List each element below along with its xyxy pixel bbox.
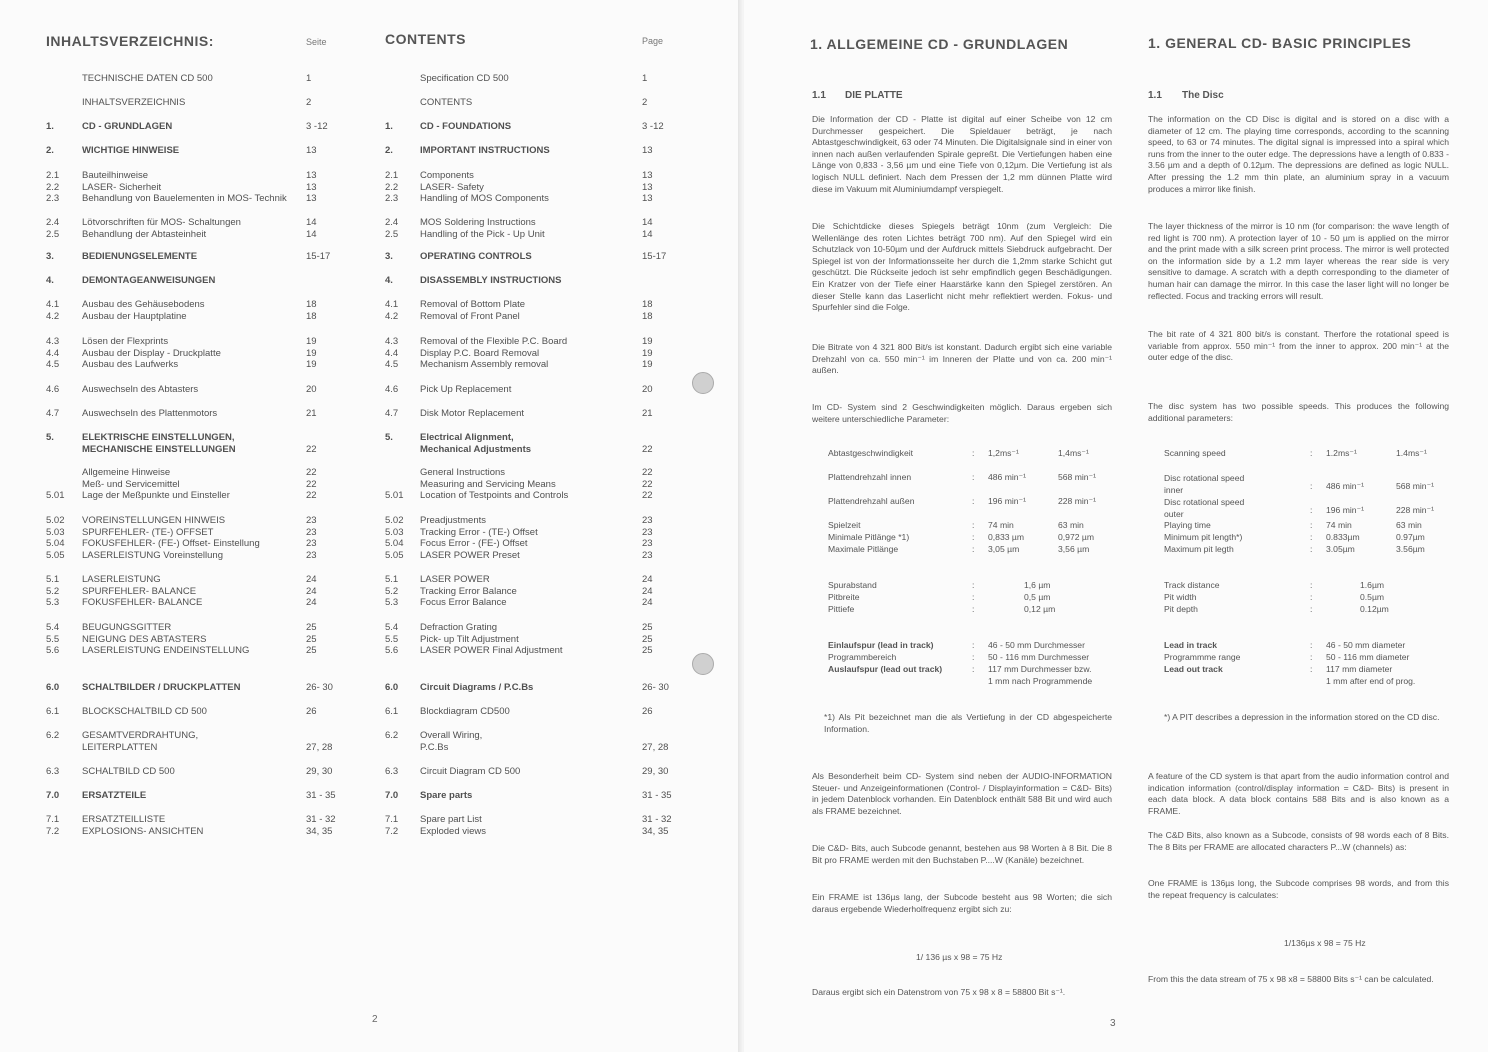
paragraph-en-3: The bit rate of 4 321 800 bit/s is constant. Therfore the rotational speed is variable from approx. 550 min⁻¹ from the inner to approx. 200 min⁻¹ at the outer edge of the disc.	[1148, 329, 1449, 363]
toc-cell-ep: 15-17	[642, 251, 667, 262]
table-cell: 1,2ms⁻¹	[988, 448, 1019, 458]
toc-cell-ep: 23 23 23 23	[642, 515, 653, 561]
toc-cell-de: CD - GRUNDLAGEN	[82, 121, 173, 132]
table-cell: :	[972, 520, 975, 530]
paragraph-en-8: From this the data stream of 75 x 98 x8 = 58800 Bits s⁻¹ can be calculated.	[1148, 974, 1434, 984]
toc-cell-en: LASER POWER Tracking Error Balance Focus Error Balance	[420, 574, 517, 608]
toc-cell-n2: 2.4 2.5	[385, 217, 399, 240]
toc-cell-de: INHALTSVERZEICHNIS	[82, 97, 186, 108]
table-cell: Minimale Pitlänge *1)	[828, 532, 910, 542]
toc-cell-n2: 2.1 2.2 2.3	[385, 170, 399, 204]
toc-cell-dp: 31 - 32 34, 35	[306, 814, 336, 837]
toc-cell-n: 2.1 2.2 2.3	[46, 170, 60, 204]
right-page	[744, 0, 1488, 1052]
toc-cell-dp: 13	[306, 145, 317, 156]
toc-cell-de: VOREINSTELLUNGEN HINWEIS SPURFEHLER- (TE-) OFFSET FOKUSFEHLER- (FE-) Offset- Einstellung LASERLEISTUNG Voreinstellung	[82, 515, 260, 561]
toc-cell-dp: 25 25 25	[306, 622, 317, 656]
toc-cell-ep: 31 - 32 34, 35	[642, 814, 672, 837]
toc-cell-en: Disk Motor Replacement	[420, 408, 525, 419]
toc-cell-de: LASERLEISTUNG SPURFEHLER- BALANCE FOKUSFEHLER- BALANCE	[82, 574, 203, 608]
toc-cell-ep: 13 13 13	[642, 170, 653, 204]
toc-cell-ep: 26	[642, 706, 653, 717]
table-cell: :	[972, 664, 975, 674]
table-cell: Spurabstand	[828, 580, 877, 590]
table-cell: 117 mm diameter	[1326, 664, 1393, 674]
toc-cell-n: 4.7	[46, 408, 60, 419]
toc-cell-ep: 24 24 24	[642, 574, 653, 608]
section-number-de: 1.1	[812, 90, 826, 101]
toc-cell-n2: 4.7	[385, 408, 399, 419]
table-cell: Spielzeit	[828, 520, 861, 530]
table-cell: :	[972, 580, 975, 590]
toc-cell-dp: 18 18	[306, 299, 317, 322]
toc-cell-n2: 5.02 5.03 5.04 5.05	[385, 515, 404, 561]
toc-cell-dp: 20	[306, 384, 317, 395]
table-cell: 1,4ms⁻¹	[1058, 448, 1089, 458]
table-cell: Lead in track	[1164, 640, 1218, 650]
toc-cell-de: SCHALTBILDER / DRUCKPLATTEN	[82, 682, 241, 693]
toc-cell-en: Spare part List Exploded views	[420, 814, 487, 837]
table-cell: 228 min⁻¹	[1058, 496, 1096, 506]
toc-page-label: Page	[642, 36, 664, 46]
toc-cell-ep: 21	[642, 408, 653, 419]
toc-cell-de: Lötvorschriften für MOS- Schaltungen Behandlung der Abtasteinheit	[82, 217, 241, 240]
toc-cell-dp: 22 22 22	[306, 467, 317, 501]
table-cell: :	[1310, 604, 1313, 614]
table-cell: 117 mm Durchmesser bzw.	[988, 664, 1092, 674]
toc-cell-en: CONTENTS	[420, 97, 473, 108]
table-cell: Scanning speed	[1164, 448, 1226, 458]
toc-cell-dp: 31 - 35	[306, 790, 336, 801]
table-cell: 74 min	[988, 520, 1014, 530]
table-cell: Disc rotational speed inner	[1164, 473, 1245, 495]
table-cell: Disc rotational speed outer	[1164, 497, 1245, 519]
toc-cell-de: Bauteilhinweise LASER- Sicherheit Behandlung von Bauelementen in MOS- Technik	[82, 170, 287, 204]
table-cell: Maximale Pitlänge	[828, 544, 899, 554]
toc-cell-n2: 1.	[385, 121, 393, 132]
toc-cell-n: 2.	[46, 145, 54, 156]
table-cell: :	[1310, 448, 1313, 458]
toc-cell-dp: 26- 30	[306, 682, 333, 693]
toc-cell-n: 3.	[46, 251, 54, 262]
table-cell: 0.833µm	[1326, 532, 1360, 542]
toc-cell-de: ERSATZTEILLISTE EXPLOSIONS- ANSICHTEN	[82, 814, 204, 837]
toc-cell-ep: 31 - 35	[642, 790, 672, 801]
table-cell: 196 min⁻¹	[1326, 505, 1364, 515]
table-cell: 486 min⁻¹	[988, 472, 1026, 482]
table-cell: :	[972, 652, 975, 662]
toc-cell-dp: 2	[306, 97, 312, 108]
toc-cell-ep: 3 -12	[642, 121, 664, 132]
toc-cell-ep: 1	[642, 73, 648, 84]
toc-cell-ep: 13	[642, 145, 653, 156]
table-cell: Auslaufspur (lead out track)	[828, 664, 943, 674]
table-cell: :	[1310, 640, 1313, 650]
table-cell: 3.05µm	[1326, 544, 1355, 554]
toc-cell-en: MOS Soldering Instructions Handling of the Pick - Up Unit	[420, 217, 545, 240]
toc-title-en: CONTENTS	[385, 31, 466, 47]
table-cell: 568 min⁻¹	[1058, 472, 1096, 482]
toc-cell-n: 4.3 4.4 4.5	[46, 336, 60, 370]
toc-cell-n: 7.0	[46, 790, 60, 801]
toc-cell-n2: 4.	[385, 275, 393, 286]
toc-cell-en: Removal of the Flexible P.C. Board Display P.C. Board Removal Mechanism Assembly removal	[420, 336, 568, 370]
footnote-en: *) A PIT describes a depression in the information stored on the CD disc.	[1164, 712, 1440, 722]
formula-en: 1/136µs x 98 = 75 Hz	[1284, 938, 1366, 948]
table-cell: :	[972, 532, 975, 542]
table-cell: :	[972, 604, 975, 614]
table-cell: Playing time	[1164, 520, 1211, 530]
toc-cell-n: 5.	[46, 432, 54, 443]
toc-cell-de: BEUGUNGSGITTER NEIGUNG DES ABTASTERS LASERLEISTUNG ENDEINSTELLUNG	[82, 622, 250, 656]
table-cell: Plattendrehzahl innen	[828, 472, 912, 482]
table-cell: 486 min⁻¹	[1326, 481, 1364, 491]
table-cell: Pit depth	[1164, 604, 1198, 614]
toc-cell-de: Auswechseln des Abtasters	[82, 384, 199, 395]
table-cell: :	[1310, 505, 1313, 515]
table-cell: Maximum pit legth	[1164, 544, 1234, 554]
toc-cell-de: BEDIENUNGSELEMENTE	[82, 251, 198, 262]
toc-cell-ep: 22	[642, 443, 653, 455]
toc-cell-en: Defraction Grating Pick- up Tilt Adjustment LASER POWER Final Adjustment	[420, 622, 563, 656]
toc-title-de: INHALTSVERZEICHNIS:	[46, 33, 214, 49]
toc-cell-n2: 6.1	[385, 706, 399, 717]
toc-cell-n: 4.6	[46, 384, 60, 395]
table-cell: 46 - 50 mm diameter	[1326, 640, 1406, 650]
toc-cell-ep: 29, 30	[642, 766, 669, 777]
toc-cell-dp: 27, 28	[306, 741, 333, 753]
table-cell: Programmme range	[1164, 652, 1241, 662]
table-cell: 50 - 116 mm diameter	[1326, 652, 1410, 662]
page-number-left: 2	[372, 1014, 378, 1025]
toc-cell-ep: 27, 28	[642, 741, 669, 753]
toc-cell-en: Spare parts	[420, 790, 473, 801]
chapter-title-en: 1. GENERAL CD- BASIC PRINCIPLES	[1148, 35, 1412, 51]
table-cell: :	[972, 472, 975, 482]
toc-cell-ep: 26- 30	[642, 682, 669, 693]
table-cell: 74 min	[1326, 520, 1352, 530]
table-cell: 1.6µm	[1360, 580, 1385, 590]
paragraph-en-2: The layer thickness of the mirror is 10 nm (for comparison: the wave length of red light is 700 nm). A protection layer of 10 - 50 µm is applied on the mirror and the print made with a silk screen print process. The mirror is well protected on the information side by a 1.2 mm layer whereas the rear side is very sensitive to damage. A scratch with a depth corresponding to the diameter of human hair can damage the mirror. In this case the laser light will no longer be reflected. Focus and tracking errors will result.	[1148, 221, 1449, 301]
section-title-de: DIE PLATTE	[845, 90, 903, 101]
table-cell: 0,5 µm	[1024, 592, 1051, 602]
table-cell: 46 - 50 mm Durchmesser	[988, 640, 1085, 650]
table-cell: :	[1310, 580, 1313, 590]
toc-cell-n2: 7.1 7.2	[385, 814, 399, 837]
toc-cell-n2: 2.	[385, 145, 393, 156]
table-cell: :	[1310, 664, 1313, 674]
toc-cell-de: SCHALTBILD CD 500	[82, 766, 175, 777]
table-cell: :	[972, 544, 975, 554]
table-cell: Pitbreite	[828, 592, 860, 602]
toc-cell-n2: 5.01	[385, 490, 404, 501]
paragraph-de-3: Die Bitrate von 4 321 800 Bit/s ist konstant. Dadurch ergibt sich eine variable Drehzahl von ca. 550 min⁻¹ im Inneren der Platte und von ca. 200 min⁻¹ außen.	[812, 342, 1112, 376]
paragraph-en-6: The C&D Bits, also known as a Subcode, consists of 98 words each of 8 Bits. The 8 Bits per FRAME are allocated characters P...W (channels) as:	[1148, 830, 1449, 852]
toc-cell-dp: 26	[306, 706, 317, 717]
toc-cell-de: ERSATZTEILE	[82, 790, 147, 801]
footnote-de: *1) Als Pit bezeichnet man die als Vertiefung in der CD abgespeicherte Information.	[824, 712, 1112, 734]
toc-cell-ep: 22 22 22	[642, 467, 653, 501]
paragraph-de-6: Die C&D- Bits, auch Subcode genannt, bestehen aus 98 Worten à 8 Bit. Die 8 Bit pro FRAME werden mit den Buchstaben P....W (Kanäle) bezeichnet.	[812, 843, 1112, 865]
paragraph-en-1: The information on the CD Disc is digital and is stored on a disc with a diameter of 12 cm. The playing time corresponds, according to the scanning speed, to 63 or 74 minutes. The digital signal is impressed into a spiral which runs from the inner to the outer edge. The depressions have a length of 0.833 - 3.56 µm and a depth of 0.12µm. The depressions are defined as logic NULL. After pressing the 1.2 mm thin plate, an aluminium spray in a vacuum produces a mirror like finish.	[1148, 114, 1449, 194]
toc-cell-n2: 6.3	[385, 766, 399, 777]
table-cell: Einlaufspur (lead in track)	[828, 640, 934, 650]
toc-cell-dp: 22	[306, 443, 317, 455]
table-cell: Abtastgeschwindigkeit	[828, 448, 914, 458]
table-cell: 0,833 µm	[988, 532, 1025, 542]
table-cell: 0.97µm	[1396, 532, 1425, 542]
paragraph-de-4: Im CD- System sind 2 Geschwindigkeiten möglich. Daraus ergeben sich weitere unterschiedliche Parameter:	[812, 402, 1112, 424]
toc-cell-de: Allgemeine Hinweise Meß- und Servicemittel Lage der Meßpunkte und Einsteller	[82, 467, 230, 501]
toc-cell-n: 5.02 5.03 5.04 5.05	[46, 515, 65, 561]
toc-cell-n2: 4.1 4.2	[385, 299, 399, 322]
toc-cell-n: 4.	[46, 275, 54, 286]
table-cell: 196 min⁻¹	[988, 496, 1026, 506]
toc-cell-de: ELEKTRISCHE EINSTELLUNGEN, MECHANISCHE EINSTELLUNGEN	[82, 432, 236, 455]
paragraph-de-1: Die Information der CD - Platte ist digital auf einer Scheibe von 12 cm Durchmesser gespeichert. Die Spieldauer beträgt, je nach Abtastgeschwindigkeit, 63 oder 74 Minuten. Die Digitalsignale sind in einer von innen nach außen verlaufenden Spirale gepreßt. Die Vertiefungen haben eine Länge von 0,833 - 3,56 µm und eine Tiefe von 0,12µm. Die Vertiefung ist als logisch NULL definiert. Nach dem Pressen der 1,2 mm dünnen Platte wird diese im Vakuum mit Aluminiumdampf verspiegelt.	[812, 114, 1113, 194]
toc-cell-n2: 7.0	[385, 790, 399, 801]
table-cell: 1 mm nach Programmende	[988, 676, 1093, 686]
toc-cell-en: Blockdiagram CD500	[420, 706, 510, 717]
toc-cell-n: 7.1 7.2	[46, 814, 60, 837]
toc-cell-de: TECHNISCHE DATEN CD 500	[82, 73, 213, 84]
binder-hole	[692, 372, 714, 394]
toc-cell-dp: 29, 30	[306, 766, 333, 777]
section-number-en: 1.1	[1148, 90, 1162, 101]
formula-de: 1/ 136 µs x 98 = 75 Hz	[916, 952, 1003, 962]
table-cell: 63 min	[1396, 520, 1422, 530]
toc-cell-de: DEMONTAGEANWEISUNGEN	[82, 275, 216, 286]
toc-cell-dp: 3 -12	[306, 121, 328, 132]
toc-cell-n2: 5.1 5.2 5.3	[385, 574, 399, 608]
toc-cell-n: 6.2	[46, 730, 60, 741]
table-cell: Minimum pit length*)	[1164, 532, 1243, 542]
toc-cell-n2: 5.4 5.5 5.6	[385, 622, 399, 656]
toc-cell-ep: 2	[642, 97, 648, 108]
table-cell: 568 min⁻¹	[1396, 481, 1434, 491]
toc-cell-en: Pick Up Replacement	[420, 384, 512, 395]
toc-cell-n2: 5.	[385, 432, 393, 443]
table-cell: 50 - 116 mm Durchmesser	[988, 652, 1090, 662]
binder-hole	[692, 653, 714, 675]
toc-cell-n: 6.1	[46, 706, 60, 717]
table-cell: 0.5µm	[1360, 592, 1385, 602]
table-cell: :	[1310, 544, 1313, 554]
table-cell: 1,6 µm	[1024, 580, 1051, 590]
toc-cell-dp: 23 23 23 23	[306, 515, 317, 561]
table-cell: Track distance	[1164, 580, 1220, 590]
toc-cell-de: Lösen der Flexprints Ausbau der Display - Druckplatte Ausbau des Laufwerks	[82, 336, 221, 370]
toc-cell-dp: 13 13 13	[306, 170, 317, 204]
paragraph-de-5: Als Besonderheit beim CD- System sind neben der AUDIO-INFORMATION Steuer- und Anzeigeinformationen (Control- / Displayinformation = C&D- Bits) in jedem Datenblock vorhanden. Ein Datenblock enthält 588 Bit und wird auch als FRAME bezeichnet.	[812, 771, 1112, 816]
toc-cell-n: 4.1 4.2	[46, 299, 60, 322]
toc-cell-dp: 1	[306, 73, 312, 84]
table-cell: :	[1310, 652, 1313, 662]
table-cell: :	[1310, 481, 1313, 491]
table-cell: :	[972, 592, 975, 602]
toc-cell-n2: 4.6	[385, 384, 399, 395]
toc-cell-de: Auswechseln des Plattenmotors	[82, 408, 218, 419]
toc-cell-dp: 24 24 24	[306, 574, 317, 608]
toc-cell-n2: 6.2	[385, 730, 399, 741]
table-cell: 0,972 µm	[1058, 532, 1095, 542]
toc-cell-ep: 18 18	[642, 299, 653, 322]
paragraph-en-7: One FRAME is 136µs long, the Subcode comprises 98 words, and from this the repeat frequency is calculates:	[1148, 878, 1449, 900]
toc-cell-de: Ausbau des Gehäusebodens Ausbau der Hauptplatine	[82, 299, 205, 322]
table-cell: :	[1310, 532, 1313, 542]
toc-cell-en: DISASSEMBLY INSTRUCTIONS	[420, 275, 562, 286]
paragraph-en-4: The disc system has two possible speeds. This produces the following additional parameters:	[1148, 401, 1449, 423]
table-cell: Plattendrehzahl außen	[828, 496, 915, 506]
toc-cell-ep: 20	[642, 384, 653, 395]
toc-cell-en: Components LASER- Safety Handling of MOS Components	[420, 170, 549, 204]
toc-cell-en: CD - FOUNDATIONS	[420, 121, 512, 132]
toc-cell-en: Specification CD 500	[420, 73, 509, 84]
table-cell: :	[972, 640, 975, 650]
table-cell: 228 min⁻¹	[1396, 505, 1434, 515]
table-cell: :	[972, 496, 975, 506]
toc-cell-dp: 15-17	[306, 251, 331, 262]
table-cell: 1 mm after end of prog.	[1326, 676, 1416, 686]
paragraph-de-2: Die Schichtdicke dieses Spiegels beträgt 10nm (zum Vergleich: Die Wellenlänge des roten Lichtes beträgt 700 nm). Auf den Spiegel wird ein Schutzlack von 10-50µm und der Aufdruck mittels Siebdruck aufgebracht. Der Spiegel ist von der Informationsseite her durch die 1,2mm starke Schicht gut geschützt. Die Rückseite jedoch ist sehr empfindlich gegen Beschädigungen. Ein Kratzer von der Tiefe einer Haarstärke kann den Spiegel zerstören. An dieser Stelle kann das Laserlicht nicht mehr reflektiert werden. Fokus- und Spurfehler sind die Folge.	[812, 221, 1112, 313]
table-cell: 1.2ms⁻¹	[1326, 448, 1357, 458]
toc-cell-en: Electrical Alignment, Mechanical Adjustments	[420, 432, 532, 455]
table-cell: 3.56µm	[1396, 544, 1425, 554]
toc-cell-en: Circuit Diagram CD 500	[420, 766, 521, 777]
table-cell: Pittiefe	[828, 604, 855, 614]
toc-seite-label: Seite	[306, 37, 327, 47]
toc-cell-ep: 25 25 25	[642, 622, 653, 656]
table-cell: 0.12µm	[1360, 604, 1389, 614]
table-cell: 3,56 µm	[1058, 544, 1090, 554]
toc-cell-en: Preadjustments Tracking Error - (TE-) Offset Focus Error - (FE-) Offset LASER POWER Preset	[420, 515, 538, 561]
table-cell: Pit width	[1164, 592, 1197, 602]
toc-cell-dp: 21	[306, 408, 317, 419]
table-cell: 1.4ms⁻¹	[1396, 448, 1427, 458]
paragraph-de-8: Daraus ergibt sich ein Datenstrom von 75 x 98 x 8 = 58800 Bit s⁻¹.	[812, 987, 1066, 997]
chapter-title-de: 1. ALLGEMEINE CD - GRUNDLAGEN	[810, 36, 1069, 52]
toc-cell-en: IMPORTANT INSTRUCTIONS	[420, 145, 550, 156]
toc-cell-ep: 19 19 19	[642, 336, 653, 370]
table-cell: :	[1310, 592, 1313, 602]
table-cell: Programmbereich	[828, 652, 897, 662]
toc-cell-n: 6.0	[46, 682, 60, 693]
page-number-right: 3	[1110, 1018, 1116, 1029]
toc-cell-dp: 14 14	[306, 217, 317, 240]
section-title-en: The Disc	[1182, 90, 1224, 101]
toc-cell-en: OPERATING CONTROLS	[420, 251, 532, 262]
table-cell: 3,05 µm	[988, 544, 1020, 554]
paragraph-en-5: A feature of the CD system is that apart from the audio information control and indication information (control/display information = C&D- Bits) is present in each data block. A data block contains 588 Bits and is also known as a FRAME.	[1148, 771, 1449, 816]
toc-cell-en: General Instructions Measuring and Servicing Means Location of Testpoints and Controls	[420, 467, 569, 501]
toc-cell-n: 5.1 5.2 5.3	[46, 574, 60, 608]
table-cell: 0,12 µm	[1024, 604, 1056, 614]
toc-cell-ep: 14 14	[642, 217, 653, 240]
paragraph-de-7: Ein FRAME ist 136µs lang, der Subcode besteht aus 98 Worten; die sich daraus ergebende Wiederholfrequenz ergibt sich zu:	[812, 892, 1112, 914]
toc-cell-en: Overall Wiring, P.C.Bs	[420, 730, 483, 753]
toc-cell-n2: 4.3 4.4 4.5	[385, 336, 399, 370]
table-cell: :	[972, 448, 975, 458]
toc-cell-n: 6.3	[46, 766, 60, 777]
toc-cell-n: 2.4 2.5	[46, 217, 60, 240]
toc-cell-de: BLOCKSCHALTBILD CD 500	[82, 706, 207, 717]
toc-cell-n2: 3.	[385, 251, 393, 262]
toc-cell-de: GESAMTVERDRAHTUNG, LEITERPLATTEN	[82, 730, 199, 753]
toc-cell-dp: 19 19 19	[306, 336, 317, 370]
table-cell: 63 min	[1058, 520, 1084, 530]
left-page	[0, 0, 740, 1052]
toc-cell-en: Removal of Bottom Plate Removal of Front Panel	[420, 299, 526, 322]
toc-cell-n: 5.4 5.5 5.6	[46, 622, 60, 656]
toc-cell-de: WICHTIGE HINWEISE	[82, 145, 180, 156]
toc-cell-n: 1.	[46, 121, 54, 132]
toc-cell-n: 5.01	[46, 490, 65, 501]
toc-cell-n2: 6.0	[385, 682, 399, 693]
table-cell: Lead out track	[1164, 664, 1223, 674]
toc-cell-en: Circuit Diagrams / P.C.Bs	[420, 682, 534, 693]
table-cell: :	[1310, 520, 1313, 530]
